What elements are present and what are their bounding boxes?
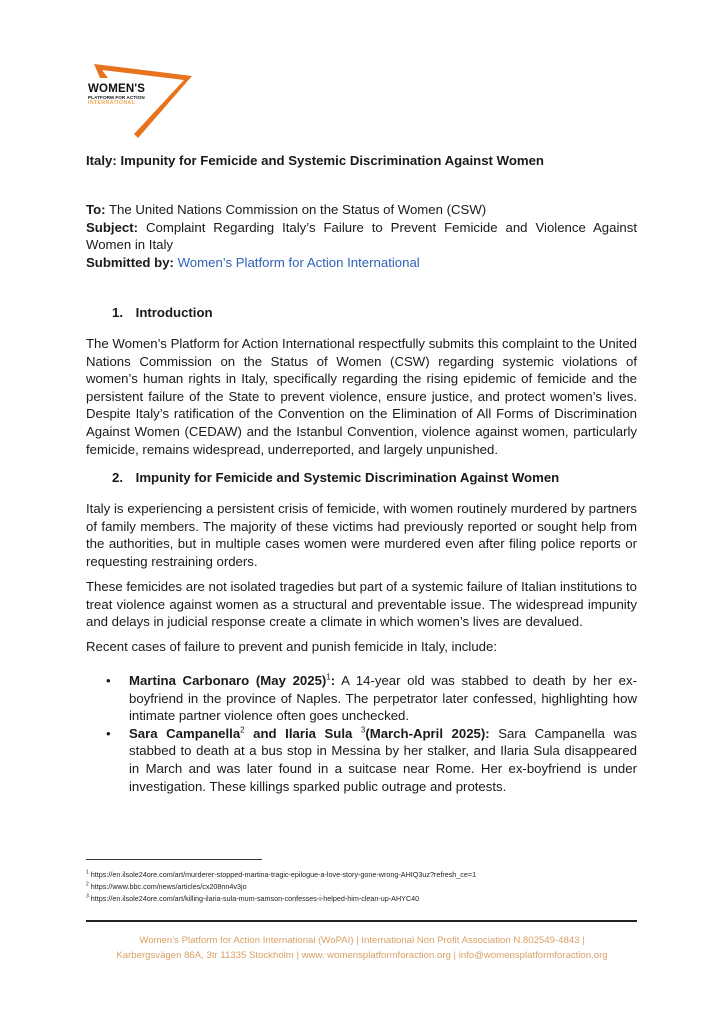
footnote-ref[interactable]: 3 [360,725,366,735]
submitted-by-line: Submitted by: Women’s Platform for Action International [86,254,420,270]
document-meta [86,201,637,271]
case-item: • Martina Carbonaro (May 2025)$^1$: A 14-year old was stabbed to death by her ex-boyfriend in the province of Naples. The perpetrator later confessed, highlighting how intimate partner violence often goes unchecked. [106,672,638,724]
impunity-paragraph-1: Italy is experiencing a persistent crisis of femicide, with women routinely murdered by partners of family members. The majority of these victims had previously reported or sought help from the authorities, but in multiple cases women were murdered even after filing police reports or requesting restraining orders. [86,501,637,569]
impunity-paragraph-3: Recent cases of failure to prevent and punish femicide in Italy, include: [86,639,497,654]
section-heading-introduction: 1. Introduction [112,305,213,320]
submitter-link[interactable]: Women’s Platform for Action International [177,254,420,270]
impunity-paragraph-2: These femicides are not isolated tragedies but part of a systemic failure of Italian institutions to treat violence against women as a structural and preventable issue. The widespread impunity and delays in judicial response create a climate in which women’s lives are devalued. [86,579,637,630]
footnote-ref[interactable]: 1 [326,672,331,682]
footnote-item[interactable]: $^2$ https://www.bbc.com/news/articles/cx208nn4v3jo [86,881,247,891]
footnotes [86,869,476,905]
footer-line-1: Women’s Platform for Action International (WoPAI) | International Non Profit Association N.802549-4843 | [139,935,585,946]
to-line: To: The United Nations Commission on the Status of Women (CSW) [86,202,487,217]
document-title: Italy: Impunity for Femicide and Systemic Discrimination Against Women [86,153,544,168]
case-item: • Sara Campanella$^2$ and Ilaria Sula $^3$(March-April 2025): Sara Campanella was stabbed to death at a bus stop in Messina by her stalker, and Ilaria Sula disappeared in March and was later found in a suitcase near Rome. Her ex-boyfriend is under investigation. These killings sparked public outrage and protests. [106,725,637,794]
footnote-item[interactable]: $^1$ https://en.ilsole24ore.com/art/murderer-stopped-martina-tragic-epilogue-a-love-story-gone-wrong-AHIQ3uz?refresh_ce=1 [86,869,477,879]
cases-list [86,672,637,795]
footer-line-2: Karbergsvägen 86A, 3tr 11335 Stockholm | www. womensplatformforaction.org | info@womensplatformforaction.org [116,949,608,961]
footnote-separator [86,859,262,860]
organization-logo [88,58,198,140]
bullet-icon: • [106,725,111,741]
bullet-icon: • [106,673,111,688]
footnote-ref[interactable]: 2 [240,725,245,735]
logo-line-1: WOMEN'S [88,83,146,95]
subject-line: Subject: Complaint Regarding Italy’s Failure to Prevent Femicide and Violence Against Women in Italy [86,219,638,252]
footer-divider [86,920,637,922]
introduction-paragraph: The Women’s Platform for Action International respectfully submits this complaint to the United Nations Commission on the Status of Women (CSW) regarding systemic violations of women’s human rights in Italy, specifically regarding the rising epidemic of femicide and the persistent failure of the State to prevent violence, ensure justice, and protect women’s lives. Despite Italy’s ratification of the Convention on the Elimination of All Forms of Discrimination Against Women (CEDAW) and the Istanbul Convention, violence against women, particularly femicide, remains widespread, underreported, and largely unpunished. [86,336,637,457]
logo-line-2: PLATFORM FOR ACTION [88,95,145,100]
page-footer [80,934,644,963]
section-heading-impunity: 2. Impunity for Femicide and Systemic Discrimination Against Women [112,470,560,485]
logo-line-3: INTERNATIONAL [88,100,136,106]
footnote-item[interactable]: $^3$ https://en.ilsole24ore.com/art/killing-ilaria-sula-mum-samson-confesses-i-helped-him-clean-up-AHYC40 [86,893,420,903]
